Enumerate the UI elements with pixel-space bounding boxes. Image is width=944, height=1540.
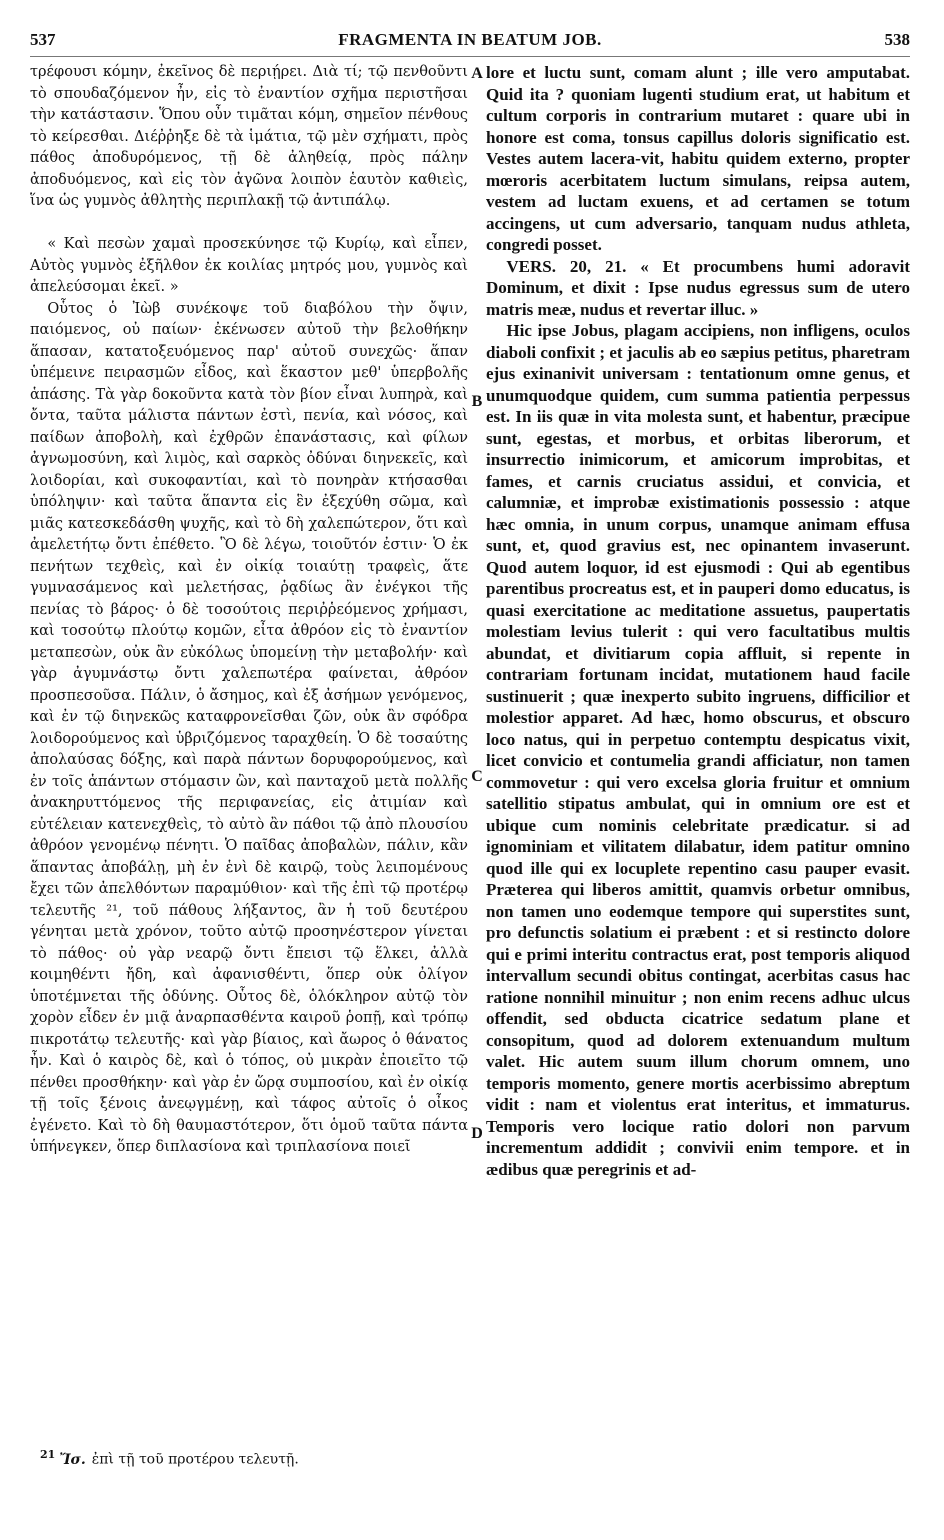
greek-verse-quote: « Καὶ πεσὼν χαμαὶ προσεκύνησε τῷ Κυρίῳ, καὶ εἶπεν, Αὐτὸς γυμνὸς ἐξῆλθον ἐκ κοιλίας μητρός μου, γυμνὸς καὶ ἀπελεύσομαι ἐκεῖ. » — [30, 236, 468, 295]
footnote-abbreviation: Ἴσ. — [59, 1451, 86, 1468]
header-rule — [30, 56, 910, 57]
running-title: FRAGMENTA IN BEATUM JOB. — [338, 30, 602, 49]
margin-marker-a: A — [471, 65, 483, 82]
latin-verse-quote: VERS. 20, 21. « Et procumbens humi adoravit Dominum, et dixit : Ipse nudus egressus sum de utero matris meæ, nudus et revertar illuc. » — [486, 256, 910, 319]
margin-markers — [468, 62, 486, 1462]
footnote — [40, 1448, 460, 1468]
page-number-right: 538 — [884, 30, 910, 49]
footnote-number: 21 — [40, 1448, 56, 1461]
greek-paragraph: Οὗτος ὁ Ἰὼβ συνέκοψε τοῦ διαβόλου τὴν ὄψιν, παιόμενος, οὐ παίων· ἐκένωσεν αὐτοῦ τὴν βελοθήκην ἅπασαν, κατατοξευόμενος παρ' αὐτοῦ συνεχῶς· ἅπαν ὑπέμεινε πειρασμῶν εἶδος, καὶ ἕκαστον μεθ' ὑπερβολῆς ἁπάσης. Τὰ γὰρ δοκοῦντα κατὰ τὸν βίον εἶναι λυπηρὰ, καὶ ὄντα, ταῦτα μάλιστα πάντων ἐστὶ, πενία, καὶ νόσος, καὶ παίδων ἀποβολὴ, καὶ ἐχθρῶν ἐπανάστασις, καὶ φίλων ἀγνωμοσύνη, καὶ λιμὸς, καὶ σαρκὸς ὀδύναι διηνεκεῖς, καὶ λοιδορίαι, καὶ συκοφαντίαι, καὶ τὸ πονηρὰν κτήσασθαι ὑπόληψιν· καὶ ταῦτα ἅπαντα εἰς ἓν ἐξεχύθη σῶμα, καὶ μιᾶς κατεσκεδάσθη ψυχῆς, καὶ τὸ δὴ χαλεπώτερον, ὅτι καὶ ἀμελετήτῳ ὄντι ἐπέθετο. Ὃ δὲ λέγω, τοιοῦτόν ἐστιν· Ὁ ἐκ πενήτων τεχθεὶς, καὶ ἐν οἰκίᾳ τοιαύτῃ τραφεὶς, ἅτε γυμνασάμενος καὶ μελετήσας, ῥᾳδίως ἂν ἐνέγκοι τῆς πενίας τὸ βάρος· ὁ δὲ τοσούτοις περιῤῥεόμενος χρήμασι, καὶ τοσούτῳ πλούτῳ κομῶν, εἶτα ἀθρόον εἰς τὸ ἐναντίον μεταπεσὼν, οὐκ ἂν εὐκόλως ὑπομείνῃ τὴν μεταβολήν· καὶ γὰρ ἀγυμνάστῳ ὄντι χαλεπωτέρα φαίνεται, ἀθρόον προσπεσοῦσα. Πάλιν, ὁ ἄσημος, καὶ ἐξ ἀσήμων γενόμενος, καὶ ἐν τῷ διηνεκῶς καταφρονεῖσθαι ζῶν, οὐκ ἂν σφόδρα λοιδορούμενος καὶ ὑβριζόμενος ταραχθείη. Ὁ δὲ τοσαύτης ἀπολαύσας δόξης, καὶ παρὰ πάντων δορυφορούμενος, καὶ ἐν τοῖς ἁπάντων στόμασιν ὢν, καὶ πανταχοῦ μετὰ πολλῆς ἀνακηρυττόμενος τῆς περιφανείας, εἰς ἀτιμίαν καὶ εὐτέλειαν κατενεχθεὶς, τὸ αὐτὸ ἂν πάθοι τῷ ἀπὸ πλουσίου ἀθρόον γενομένῳ πένητι. Ὁ παῖδας ἀποβαλὼν, πάλιν, κἂν ἅπαντας ἀποβάλῃ, μὴ ἐν ἑνὶ δὲ καιρῷ, τοὺς λειπομένους ἔχει τῶν ἀπελθόντων παραμύθιον· καὶ τῆς ἐπὶ τῷ προτέρῳ τελευτῆς ²¹, τοῦ πάθους λήξαντος, ἂν ἡ τοῦ δευτέρου γένηται μετὰ χρόνον, τοῦτο αὐτῷ προσηνέστερον γίνεται τὸ πάθος· οὐ γὰρ νεαρῷ ὄντι ἔπεισι τῷ ἕλκει, ἀλλὰ κοιμηθέντι ἤδη, καὶ ἀφανισθέντι, ὅπερ οὐκ ὀλίγον ὑποτέμνεται τῆς ὀδύνης. Οὗτος δὲ, ὁλόκληρον αὐτῷ τὸν χορὸν εἶδεν ἐν μιᾷ ἀναρπασθέντα καιροῦ ῥοπῇ, καὶ τρόπῳ πικροτάτῳ τελευτῆς· καὶ γὰρ βίαιος, καὶ ἄωρος ὁ θάνατος ἦν. Καὶ ὁ καιρὸς δὲ, καὶ ὁ τόπος, οὐ μικρὰν ἐποιεῖτο τῷ πένθει προσθήκην· καὶ γὰρ ἐν ὥρᾳ συμποσίου, καὶ ἐν οἰκίᾳ τῇ τοῖς ξένοις ἀνεῳγμένῃ, καὶ τάφος αὐτοῖς ὁ οἶκος ἐγένετο. Καὶ τὸ δὴ θαυμαστότερον, ὅτι ὁμοῦ ταῦτα πάντα ὑπήνεγκεν, ὅπερ διπλασίονα καὶ τριπλασίονα ποιεῖ — [30, 300, 468, 1155]
latin-paragraph: Hic ipse Jobus, plagam accipiens, non infligens, oculos diaboli confixit ; et jaculis ab eo sæpius petitus, pharetram ejus exinanivit universam : tentationum omne genus, et unumquodque quidem, cum summa patientia perpessus est. In iis quæ in vita molesta sunt, et habentur, præcipue sunt, egestas, et morbus, et orbitas liberorum, et insurrectio inimicorum, et amicorum improbitas, et fames, et carnis cruciatus assidui, et convicia, et calumniæ, et improbæ existimationis possessio : atque hæc omnia, in unum corpus, unamque animam effusa sunt, et, quod gravius est, nec opinantem invaserunt. Quod autem loquor, id est ejusmodi : Qui ab egentibus parentibus procreatus est, et in pauperi domo educatus, is quasi exercitatione ac meditatione assuetus, paupertatis molestiam levius tulerit : qui vero facultatibus multis abundat, et divitiarum copia affluit, si repente in contrariam fortunam incidat, mutationem haud facile sustinuerit ; quæ inexperto subito ingruens, difficilior et molestior apparet. Ad hæc, homo obscurus, et obscuro loco natus, qui in perpetuo contemptu despicatus vixit, licet convicio et contumelia grandi afficiatur, non tamen commovetur : qui vero excelsa gloria fruitur et omnium satellitio stipatus ambulat, qui in omnium ore est et ubique cum nominis celebritate prædicatur. si ad ignominiam et vilitatem dilabatur, idem patitur omnino quod ille qui ex locuplete repentino casu pauper evasit. Præterea qui liberos amittit, quamvis orbetur omnibus, non tamen uno eodemque tempore qui superstites sunt, pro defunctis solatium ei præbent : et si restincto dolore qui e primi interitu contractus erat, post temporis aliquod intervallum secundi obitus contingat, acerbitas casus hac ratione nonnihil minuitur ; non enim recens adhuc ulcus offendit, sed obducta cicatrice sedatum plane et consopitum, quod ad dolorem extenuandum multum valet. Hic autem suum illum chorum omnem, uno temporis momento, genere mortis acerbissimo abreptum vidit : nam et violentus erat interitus, et immaturus. Temporis vero locique ratio dolori non parvum incrementum addidit ; convivii enim tempore. et in ædibus quæ peregrinis et ad- — [486, 321, 910, 1179]
latin-paragraph: lore et luctu sunt, comam alunt ; ille vero amputabat. Quid ita ? quoniam lugenti studium erat, ut habitum et cultum corporis in contrarium mutaret : quare ubi in honore est coma, tonsus capillus doloris significatio est. Vestes autem lacera-vit, habitu quidem externo, propter mœroris acerbitatem luctum simulans, reipsa autem, vestem ad luctam exuens, et ad certamen se totum accingens, ut cum adversario, tanquam nudus athleta, congredi posset. — [486, 63, 910, 254]
margin-marker-d: D — [471, 1125, 483, 1142]
page-header — [30, 30, 910, 56]
margin-marker-c: C — [471, 768, 483, 785]
page-number-left: 537 — [30, 30, 56, 49]
greek-column — [30, 62, 468, 1159]
footnote-text: ἐπὶ τῇ τοῦ προτέρου τελευτῇ. — [91, 1451, 299, 1468]
latin-column — [486, 62, 910, 1180]
margin-marker-b: B — [471, 393, 483, 410]
greek-paragraph: τρέφουσι κόμην, ἐκεῖνος δὲ περιῄρει. Διὰ τί; τῷ πενθοῦντι τὸ σπουδαζόμενον ἦν, εἰς τὸ ἐναντίον σχῆμα περιστῆσαι τὴν κατάστασιν. Ὅπου οὖν τιμᾶται κόμη, σημεῖον πένθους τὸ κείρεσθαι. Διέῤῥηξε δὲ τὰ ἱμάτια, τῷ μὲν σχήματι, πρὸς πάθος ἀποδυρόμενος, τῇ δὲ ἀληθείᾳ, πρὸς πάλην ἀποδυόμενος, καὶ εἰς τὸν ἀγῶνα λοιπὸν ἑαυτὸν καθιεὶς, ἵνα ὡς γυμνὸς ἀθλητὴς περιπλακῇ τῷ ἀντιπάλῳ. — [30, 64, 468, 209]
